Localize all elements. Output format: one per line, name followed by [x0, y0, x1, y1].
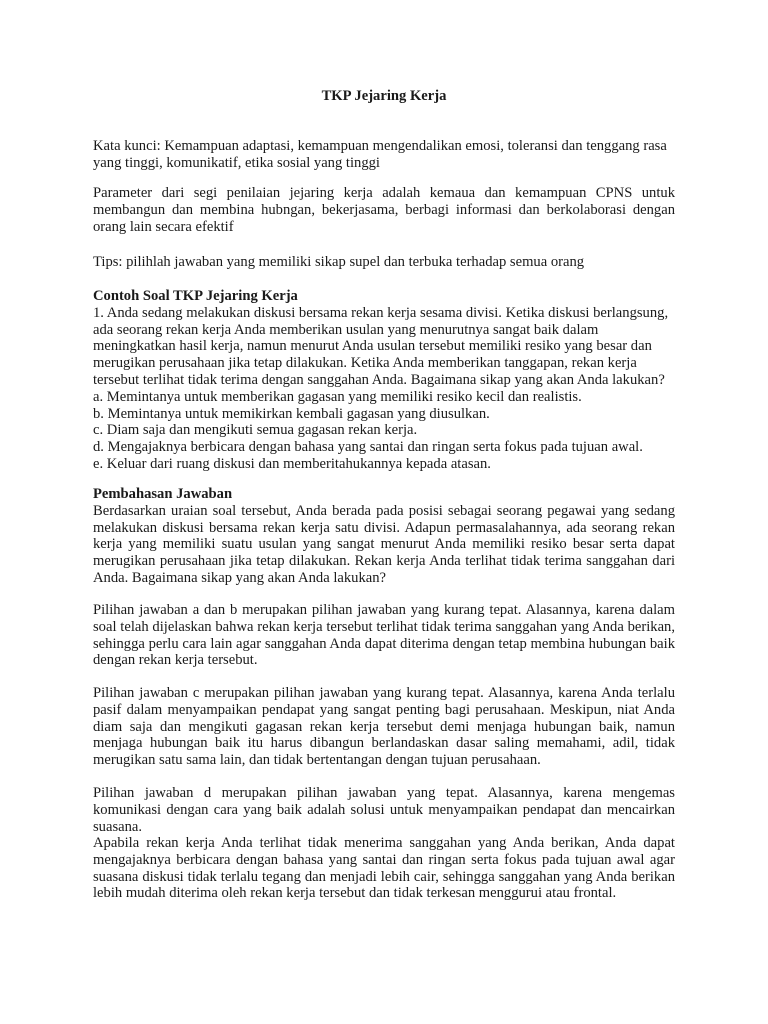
document-page	[93, 0, 675, 1024]
discussion-block-4	[93, 785, 675, 835]
discussion-paragraph-1: Berdasarkan uraian soal tersebut, Anda berada pada posisi sebagai seorang pegawai yang sedang melakukan diskusi bersama rekan kerja satu divisi. Adapun permasalahannya, ada seorang rekan kerja yang memiliki suatu usulan yang sangat menurut Anda memiliki resiko besar serta dapat merugikan perusahaan jika tetap dilakukan. Rekan kerja Anda terlihat tidak terima sanggahan dari Anda. Bagaimana sikap yang akan Anda lakukan?	[93, 502, 675, 586]
keywords-paragraph: Kata kunci: Kemampuan adaptasi, kemampuan mengendalikan emosi, toleransi dan tenggang rasa yang tinggi, komunikatif, etika sosial yang tinggi	[93, 138, 667, 171]
discussion-block-3	[93, 685, 675, 769]
discussion-paragraph-3: Pilihan jawaban c merupakan pilihan jawaban yang kurang tepat. Alasannya, karena Anda terlalu pasif dalam menyampaikan pendapat yang sangat penting bagi perusahaan. Meskipun, niat Anda diam saja dan mengikuti gagasan rekan kerja tersebut demi menjaga hubungan baik, namun menjaga hubungan baik itu harus dibangun berlandaskan dasar saling memahami, adil, tidak merugikan satu sama lain, dan tidak bertentangan dengan tujuan perusahaan.	[93, 685, 675, 769]
discussion-block-2	[93, 602, 675, 669]
discussion-block-5	[93, 835, 675, 902]
discussion-paragraph-2: Pilihan jawaban a dan b merupakan pilihan jawaban yang kurang tepat. Alasannya, karena dalam soal telah dijelaskan bahwa rekan kerja tersebut terlihat tidak terima sanggahan yang Anda berikan, sehingga perlu cara lain agar sanggahan Anda dapat diterima dengan tetap membina hubungan baik dengan rekan kerja tersebut.	[93, 602, 675, 669]
document-title: TKP Jejaring Kerja	[321, 88, 447, 104]
example-heading: Contoh Soal TKP Jejaring Kerja	[93, 288, 298, 304]
keywords-block	[93, 138, 675, 172]
option-c: c. Diam saja dan mengikuti semua gagasan rekan kerja.	[93, 422, 418, 439]
tips-paragraph: Tips: pilihlah jawaban yang memiliki sikap supel dan terbuka terhadap semua orang	[93, 254, 585, 270]
option-b: b. Memintanya untuk memikirkan kembali gagasan yang diusulkan.	[93, 405, 490, 422]
parameter-paragraph: Parameter dari segi penilaian jejaring kerja adalah kemaua dan kemampuan CPNS untuk membangun dan membina hubngan, bekerjasama, berbagi informasi dan berkolaborasi dengan orang lain secara efektif	[93, 185, 675, 235]
question-paragraph: 1. Anda sedang melakukan diskusi bersama rekan kerja sesama divisi. Ketika diskusi berlangsung, ada seorang rekan kerja Anda memberikan usulan yang menurutnya sangat baik dalam meningkatkan hasil kerja, namun menurut Anda usulan tersebut memiliki resiko yang besar dan merugikan perusahaan jika tetap dilakukan. Ketika Anda memberikan tanggapan, rekan kerja tersebut terlihat tidak terima dengan sanggahan Anda. Bagaimana sikap yang akan Anda lakukan?	[93, 304, 669, 388]
option-a: a. Memintanya untuk memberikan gagasan yang memiliki resiko kecil dan realistis.	[93, 388, 582, 405]
discussion-paragraph-5: Apabila rekan kerja Anda terlihat tidak menerima sanggahan yang Anda berikan, Anda dapat mengajaknya berbicara dengan bahasa yang santai dan ringan serta fokus pada tujuan awal agar suasana diskusi tidak terlalu tegang dan menjadi lebih cair, sehingga sanggahan yang Anda berikan lebih mudah diterima oleh rekan kerja tersebut dan tidak terkesan menggurui atau frontal.	[93, 835, 675, 902]
answer-options	[93, 389, 675, 473]
discussion-paragraph-4: Pilihan jawaban d merupakan pilihan jawaban yang tepat. Alasannya, karena mengemas komunikasi dengan cara yang baik adalah solusi untuk menyampaikan pendapat dan mencairkan suasana.	[93, 785, 675, 835]
example-section	[93, 288, 675, 473]
parameter-block	[93, 185, 675, 235]
discussion-heading: Pembahasan Jawaban	[93, 486, 233, 502]
option-d: d. Mengajaknya berbicara dengan bahasa yang santai dan ringan serta fokus pada tujuan awal.	[93, 439, 643, 456]
option-e: e. Keluar dari ruang diskusi dan memberitahukannya kepada atasan.	[93, 455, 491, 472]
discussion-section	[93, 486, 675, 587]
tips-block	[93, 254, 675, 271]
